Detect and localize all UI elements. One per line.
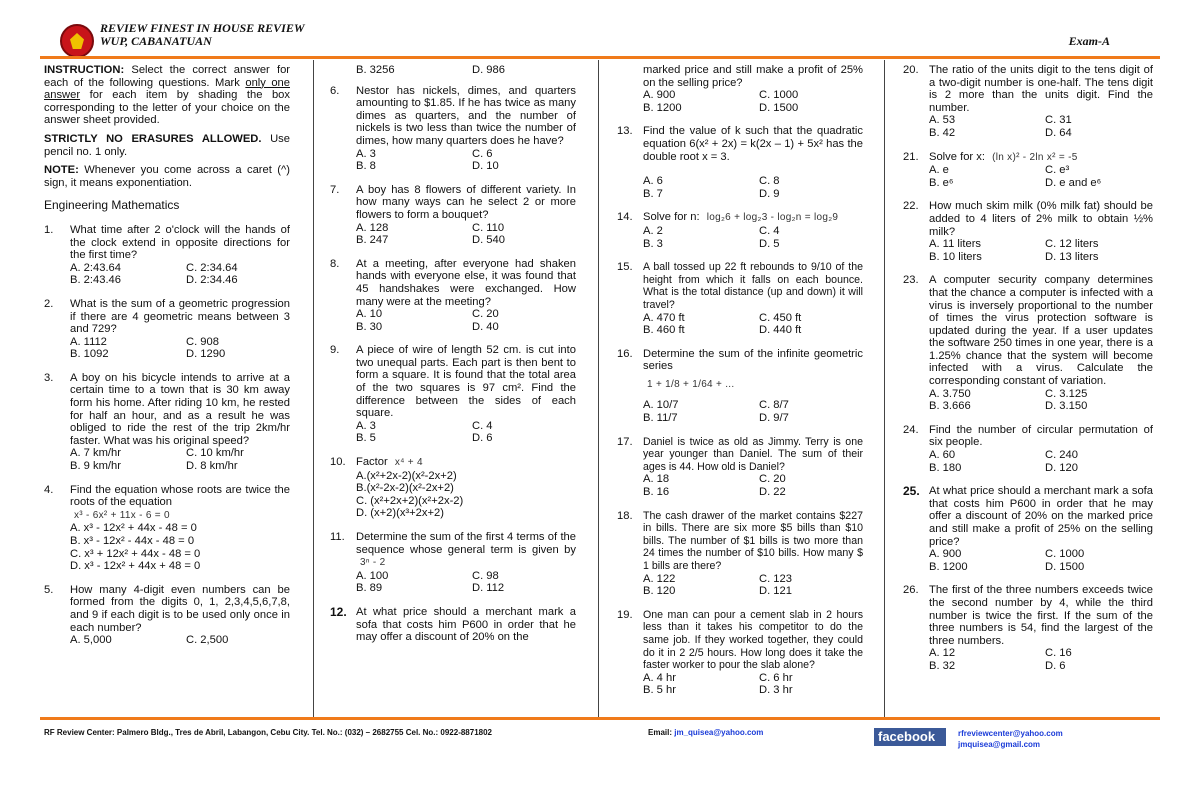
facebook-logo-icon[interactable]: facebook [874, 728, 946, 746]
option-a: A. 1112 [70, 335, 107, 348]
page-header [40, 14, 1160, 60]
question-4 [44, 484, 290, 573]
option-c: C. 2,500 [186, 634, 229, 647]
question-number: 9. [330, 344, 340, 357]
option-d: D. 3.150 [1045, 400, 1088, 413]
review-center-seal-icon [60, 24, 94, 58]
option-b: B.(x²-2x-2)(x²-2x+2) [356, 482, 454, 495]
column-2 [330, 64, 576, 714]
equation: x³ - 6x² + 11x - 6 = 0 [74, 509, 170, 521]
option-d: D. 22 [759, 486, 786, 499]
option-a: A. 10/7 [643, 399, 679, 412]
question-text: How many 4-digit even numbers can be formed from the digits 0, 1, 2,3,4,5,6,7,8, and 9 if each digit is to be used only once in each number? [70, 583, 290, 634]
question-text: Solve for x: [929, 150, 985, 163]
question-13 [617, 125, 863, 200]
option-c: C. 10 km/hr [186, 447, 244, 460]
option-b: B. 120 [643, 585, 676, 598]
question-23 [903, 274, 1153, 413]
strict-block [44, 133, 290, 158]
question-number: 19. [617, 608, 633, 621]
question-text: Determine the sum of the first 4 terms of the sequence whose general term is given by [356, 531, 576, 556]
option-d: D. 121 [759, 585, 792, 598]
question-text: A piece of wire of length 52 cm. is cut into two unequal parts. Each part is then bent to form a square. It is found that the total area of the two squares is 97 cm². Find the difference between the sides of each square. [356, 344, 576, 420]
question-number: 25. [903, 484, 920, 499]
option-c: C. 240 [1045, 449, 1078, 462]
question-number: 17. [617, 435, 633, 448]
option-b: B. 5 [356, 432, 376, 445]
question-text: One man can pour a cement slab in 2 hours less than it takes his competitor to do the same job. If they worked together, they could do it in 2 2/5 hours. How long does it take the faster worker to pour the slab alone? [643, 608, 863, 672]
question-number: 1. [44, 223, 54, 236]
top-divider [40, 56, 1160, 59]
question-5-continued [330, 64, 576, 77]
question-15 [617, 261, 863, 337]
question-number: 22. [903, 200, 919, 213]
option-c: C. 98 [472, 569, 499, 582]
question-number: 10. [330, 456, 346, 469]
question-22 [903, 200, 1153, 263]
question-17 [617, 436, 863, 499]
option-a: A. 5,000 [70, 634, 112, 647]
question-text: Solve for n: [643, 211, 700, 224]
footer-email-label: Email: [648, 728, 673, 737]
option-b: B. 3 [643, 237, 663, 250]
option-d: D. 3 hr [759, 684, 793, 697]
option-a: A. 4 hr [643, 671, 676, 684]
question-text: At what price should a merchant mark a sofa that costs him P600 in order that he may offer a discount of 20% on the [356, 605, 576, 644]
question-number: 7. [330, 183, 340, 196]
question-16 [617, 348, 863, 425]
question-text: Factor [356, 456, 388, 469]
option-c: C. 4 [759, 224, 780, 237]
question-text: A computer security company determines that the chance a computer is infected with a virus is inversely proportional to the number of times the virus protection software is updated during the year. If a user updates the software 250 times in one year, there is a 1.25% chance that the system will become infected with a virus. Calculate the corresponding constant of variation. [929, 274, 1153, 388]
option-b: B. 7 [643, 187, 663, 200]
option-b: B. 9 km/hr [70, 460, 121, 473]
option-d: D. 10 [472, 160, 499, 173]
option-c: C. 450 ft [759, 311, 802, 324]
option-c: C. e³ [1045, 164, 1070, 177]
option-b: B. 180 [929, 461, 962, 474]
question-text: Find the number of circular permutation of six people. [929, 423, 1153, 449]
option-a: A. 6 [643, 175, 663, 188]
note-block [44, 164, 290, 189]
question-text: How much skim milk (0% milk fat) should be added to 4 liters of 2% milk to obtain ½% milk? [929, 200, 1153, 238]
note-text: Whenever you come across a caret (^) sign, it means exponentiation. [44, 164, 290, 189]
option-b: B. 30 [356, 320, 383, 333]
option-a: A. e [929, 164, 949, 177]
option-d: D. e and e⁶ [1045, 176, 1102, 189]
option-b: B. 247 [356, 234, 389, 247]
question-text: A boy has 8 flowers of different variety. In how many ways can he select 2 or more flowers to form a bouquet? [356, 183, 576, 221]
option-c: C. x³ + 12x² + 44x - 48 = 0 [70, 547, 201, 560]
question-text: A boy on his bicycle intends to arrive at a certain time to a town that is 30 km away form his home. After riding 10 km, he rested for half an hour, and as a result he was obliged to ride the rest of the trip 2km/hr faster. What was his original speed? [70, 371, 290, 447]
question-text: A ball tossed up 22 ft rebounds to 9/10 of the height from which it falls on each bounce. What is the total distance (up and down) it will travel? [643, 261, 863, 311]
question-text: What time after 2 o'clock will the hands of the clock extend in opposite directions for the first time? [70, 223, 290, 262]
question-21 [903, 151, 1153, 190]
section-title: Engineering Mathematics [44, 198, 180, 213]
footer-email [648, 728, 763, 737]
question-12-continued [617, 64, 863, 114]
exam-label: Exam-A [1068, 34, 1110, 48]
question-text: Find the value of k such that the quadratic equation 6(x² + 2x) = k(2x – 1) + 5x² has the double root x = 3. [643, 125, 863, 163]
question-20 [903, 64, 1153, 140]
option-d: D. x³ - 12x² + 44x + 48 = 0 [70, 560, 201, 573]
instruction-underline: only one answer [44, 76, 290, 102]
footer-address: RF Review Center: Palmero Bldg., Tres de Abril, Labangon, Cebu City. Tel. No.: (032) – 2682755 Cel. No.: 0922-8871802 [44, 728, 492, 737]
question-number: 12. [330, 604, 347, 619]
option-d: D. 2:34.46 [186, 274, 238, 287]
question-12 [330, 606, 576, 644]
option-a: A. 7 km/hr [70, 447, 121, 460]
option-b: B. 2:43.46 [70, 274, 122, 287]
option-a: A. 10 [356, 308, 383, 321]
question-10 [330, 456, 576, 520]
question-number: 5. [44, 583, 54, 596]
option-b: B. 11/7 [643, 412, 678, 425]
equation: log₂6 + log₂3 - log₂n = log₂9 [706, 212, 839, 224]
option-d: D. 540 [472, 234, 505, 247]
question-number: 11. [330, 531, 345, 543]
question-11 [330, 531, 576, 595]
option-b: B. 3.666 [929, 400, 971, 413]
option-c: C. 20 [759, 473, 786, 486]
option-a: A. 128 [356, 221, 389, 234]
option-c: C. 1000 [1045, 548, 1085, 561]
option-b: B. 42 [929, 126, 956, 139]
option-b: B. 1200 [929, 560, 968, 573]
option-b: B. 1092 [70, 348, 109, 361]
footer-mails [958, 728, 1063, 750]
option-b: B. 460 ft [643, 324, 685, 337]
option-d: D. 64 [1045, 126, 1072, 139]
instruction-text: Select the correct answer for each of the following questions. Mark [44, 64, 291, 89]
option-c: C. 123 [759, 572, 792, 585]
option-a: A. 11 liters [929, 238, 982, 251]
option-a: A. 3 [356, 419, 376, 432]
option-c: C. 6 hr [759, 671, 793, 684]
question-number: 6. [330, 84, 340, 97]
question-7 [330, 184, 576, 247]
question-number: 26. [903, 584, 919, 597]
option-a: A. 12 [929, 647, 956, 660]
column-divider [313, 60, 314, 717]
option-d: D. 9/7 [759, 412, 789, 425]
question-text: The cash drawer of the market contains $227 in bills. There are six more $5 bills than $10 bills. The number of $1 bills is two more than 24 times the number of $10 bills. How many $ 1 bills are there? [643, 509, 863, 572]
question-number: 2. [44, 297, 54, 310]
option-d: D. 120 [1045, 461, 1078, 474]
option-b: B. 16 [643, 486, 670, 499]
option-d: D. 986 [472, 64, 505, 76]
question-number: 21. [903, 150, 919, 163]
option-a: A. 2:43.64 [70, 261, 122, 274]
option-d: D. 440 ft [759, 324, 802, 337]
option-a: A. 100 [356, 569, 389, 582]
option-b: B. 32 [929, 659, 956, 672]
question-number: 18. [617, 509, 633, 522]
question-6 [330, 85, 576, 173]
header-line1: REVIEW FINEST IN HOUSE REVIEW [100, 21, 305, 35]
option-c: C. 31 [1045, 114, 1072, 127]
option-c: C. 12 liters [1045, 238, 1099, 251]
column-divider [884, 60, 885, 717]
option-b: B. e⁶ [929, 176, 954, 189]
question-text: At what price should a merchant mark a sofa that costs him P600 in order that he may offer a discount of 20% on the marked price and still make a profit of 25% on the selling price? [929, 485, 1153, 548]
question-19 [617, 609, 863, 697]
question-text: The first of the three numbers exceeds twice the second number by 4, while the third number is twice the first. If the sum of the three numbers is 54, find the largest of the three numbers. [929, 584, 1153, 647]
question-number: 15. [617, 261, 633, 274]
option-a: A. 3.750 [929, 387, 971, 400]
instruction-label: INSTRUCTION: [44, 64, 125, 76]
option-d: D. (x+2)(x³+2x+2) [356, 507, 444, 520]
question-number: 4. [44, 483, 54, 496]
footer-email-link[interactable]: jm_quisea@yahoo.com [674, 728, 764, 737]
option-c: C. 2:34.64 [186, 261, 238, 274]
question-text: Nestor has nickels, dimes, and quarters amounting to $1.85. If he has twice as many dimes as quarters, and the number of nickels is two less than twice the number of dimes, how many quarters does he have? [356, 84, 576, 147]
option-a: A. 53 [929, 114, 956, 127]
option-d: D. 6 [1045, 659, 1066, 672]
column-3 [617, 64, 863, 714]
option-a: A. 122 [643, 572, 676, 585]
option-b: B. 10 liters [929, 250, 982, 263]
question-2 [44, 298, 290, 361]
question-text: What is the sum of a geometric progression if there are 4 geometric means between 3 and 729? [70, 297, 290, 336]
option-c: C. 6 [472, 147, 493, 160]
option-b: B. 89 [356, 582, 383, 595]
column-divider [598, 60, 599, 717]
question-number: 24. [903, 423, 919, 436]
question-number: 3. [44, 371, 54, 384]
footer-mail-2[interactable]: jmquisea@gmail.com [958, 740, 1041, 749]
option-d: D. 9 [759, 187, 780, 200]
option-b: B. 8 [356, 160, 376, 173]
option-b: B. x³ - 12x² - 44x - 48 = 0 [70, 535, 195, 547]
question-24 [903, 424, 1153, 474]
question-text: The ratio of the units digit to the tens digit of a two-digit number is one-half. The tens digit is 2 more than the units digit. Find the number. [929, 64, 1153, 114]
option-a: A. 18 [643, 473, 670, 486]
strict-label: STRICTLY NO ERASURES ALLOWED. [44, 132, 262, 145]
footer-mail-1[interactable]: rfreviewcenter@yahoo.com [958, 729, 1063, 738]
equation: x⁴ + 4 [394, 457, 423, 469]
question-text: marked price and still make a profit of 25% on the selling price? [643, 64, 863, 89]
option-d: D. 6 [472, 432, 493, 445]
option-b: B. 1200 [643, 101, 682, 114]
option-a: A. 470 ft [643, 311, 685, 324]
option-d: D. 5 [759, 237, 780, 250]
option-c: C. 908 [186, 335, 219, 348]
strict-text: Use pencil no. 1 only. [44, 132, 290, 158]
question-text: Determine the sum of the infinite geometric series [643, 347, 863, 373]
option-d: D. 112 [472, 582, 505, 595]
question-text: At a meeting, after everyone had shaken hands with everyone else, it was found that 45 handshakes were exchanged. How many were at the meeting? [356, 257, 576, 308]
option-c: C. 8 [759, 175, 780, 188]
question-14 [617, 211, 863, 250]
column-4 [903, 64, 1153, 714]
equation: 3ⁿ - 2 [360, 557, 386, 569]
question-25 [903, 485, 1153, 573]
option-c: C. 16 [1045, 647, 1072, 660]
option-d: D. 13 liters [1045, 250, 1099, 263]
option-a: A. 2 [643, 224, 663, 237]
question-number: 8. [330, 257, 340, 270]
question-8 [330, 258, 576, 334]
column-1 [44, 64, 290, 714]
option-b: B. 5 hr [643, 684, 676, 697]
option-a: A. 60 [929, 449, 956, 462]
question-26 [903, 584, 1153, 672]
question-number: 16. [617, 347, 633, 360]
question-5 [44, 584, 290, 647]
option-d: D. 1500 [1045, 560, 1085, 573]
question-number: 20. [903, 64, 919, 76]
option-a: A. 3 [356, 147, 376, 160]
option-a: A. x³ - 12x² + 44x - 48 = 0 [70, 522, 197, 535]
equation: 1 + 1/8 + 1/64 + ... [647, 378, 735, 390]
instruction-block [44, 64, 290, 127]
option-d: D. 8 km/hr [186, 460, 238, 473]
option-c: C. 4 [472, 419, 493, 432]
question-number: 14. [617, 211, 633, 224]
question-number: 23. [903, 274, 919, 287]
option-d: D. 1290 [186, 348, 226, 361]
note-label: NOTE: [44, 164, 79, 177]
option-c: C. 20 [472, 308, 499, 321]
question-18 [617, 510, 863, 598]
option-a: A. 900 [929, 548, 962, 561]
option-c: C. 1000 [759, 89, 799, 102]
option-d: D. 1500 [759, 101, 799, 114]
question-9 [330, 344, 576, 445]
option-a: A.(x²+2x-2)(x²-2x+2) [356, 469, 457, 482]
bottom-divider [40, 717, 1160, 720]
equation: (ln x)² - 2ln x² = -5 [992, 151, 1078, 163]
option-c: C. 8/7 [759, 399, 789, 412]
question-text: Find the equation whose roots are twice the roots of the equation [70, 483, 290, 509]
option-a: A. 900 [643, 89, 676, 102]
question-text: Daniel is twice as old as Jimmy. Terry is one year younger than Daniel. The sum of their ages is 44. How old is Daniel? [643, 435, 863, 473]
header-line2: WUP, CABANATUAN [100, 34, 212, 48]
option-b: B. 3256 [356, 64, 395, 76]
header-title [100, 22, 305, 48]
question-number: 13. [617, 125, 633, 138]
question-1 [44, 224, 290, 287]
option-c: C. 3.125 [1045, 387, 1088, 400]
option-c: C. (x²+2x+2)(x²+2x-2) [356, 494, 464, 507]
question-3 [44, 372, 290, 473]
option-d: D. 40 [472, 320, 499, 333]
instruction-text: for each item by shading the box corresponding to the letter of your choice on the answer sheet provided. [44, 89, 291, 127]
option-c: C. 110 [472, 221, 505, 234]
